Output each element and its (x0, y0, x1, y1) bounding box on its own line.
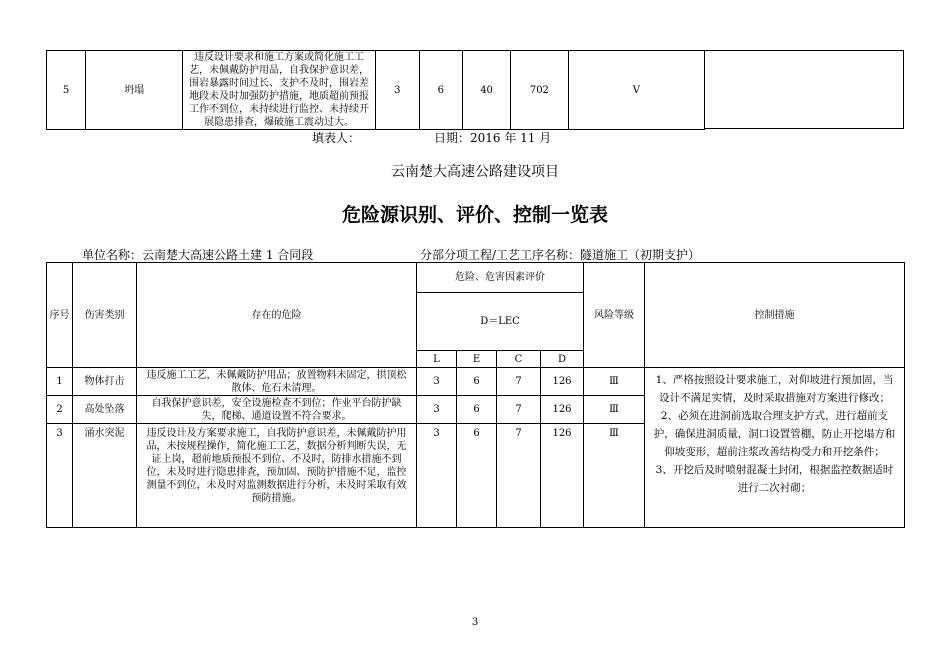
row-3-level: Ⅲ (584, 424, 645, 528)
row-2-D: 126 (541, 396, 584, 424)
row-3-L: 3 (417, 424, 457, 528)
prev-row-L: 3 (375, 51, 419, 130)
row-1-level: Ⅲ (584, 368, 645, 396)
prev-row-D: 702 (511, 51, 569, 130)
row-3-C: 7 (497, 424, 541, 528)
filler-label: 填表人： (312, 131, 361, 145)
page-number: 3 (471, 617, 479, 628)
prev-row-E: 6 (419, 51, 463, 130)
hazard-table (46, 262, 905, 528)
prev-table (46, 50, 705, 130)
row-3-E: 6 (457, 424, 497, 528)
header-formula: D＝LEC (417, 293, 584, 351)
prev-control-cell (704, 50, 904, 129)
row-1-hazard: 违反施工工艺，未佩戴防护用品；放置物料未固定，拱顶松散体、危石未清理。 (137, 368, 417, 396)
main-title: 危险源识别、评价、控制一览表 (341, 204, 608, 226)
header-D: D (541, 351, 584, 368)
header-C: C (497, 351, 541, 368)
header-control: 控制措施 (645, 263, 905, 368)
project-title: 云南楚大高速公路建设项目 (391, 164, 559, 180)
row-2-E: 6 (457, 396, 497, 424)
header-level: 风险等级 (584, 263, 645, 368)
row-2-C: 7 (497, 396, 541, 424)
row-2-level: Ⅲ (584, 396, 645, 424)
row-1-E: 6 (457, 368, 497, 396)
header-hazard: 存在的危险 (137, 263, 417, 368)
row-3-hazard: 违反设计及方案要求施工，自我防护意识差，未佩戴防护用品，未按规程操作，简化施工工艺，数据分析判断失误，无证上岗，超前地质预报不到位、不及时，防排水措施不到位，未及时进行隐患排查，预加固、预防护措施不足，监控测量不到位，未及时对监测数据进行分析，未及时采取有效预防措施。 (137, 424, 417, 528)
row-3-no: 3 (47, 424, 73, 528)
row-1-type: 物体打击 (73, 368, 137, 396)
row-2-type: 高处坠落 (73, 396, 137, 424)
row-1-no: 1 (47, 368, 73, 396)
prev-row-hazard: 违反设计要求和施工方案或简化施工工艺，未佩戴防护用品，自我保护意识差，围岩暴露时间过长、支护不及时，围岩差地段未及时加强防护措施，地质超前预报工作不到位，未持续进行监控、未持续开展隐患排查，爆破施工震动过大。 (183, 51, 376, 130)
control-measures-text: 1、严格按照设计要求施工，对仰坡进行预加固，当设计不满足实情，及时采取措施对方案进行修改； 2、必须在进洞前选取合理支护方式，进行超前支护，确保进洞质量，洞口设置管棚，防止开挖塌方和仰坡变形，超前注浆改善结构受力和开挖条件； 3、开挖后及时喷射混凝土封闭，根据监控数据适时进行二次衬砌； (653, 374, 896, 494)
header-L: L (417, 351, 457, 368)
row-1-D: 126 (541, 368, 584, 396)
row-1-L: 3 (417, 368, 457, 396)
prev-row-no: 5 (47, 51, 86, 130)
row-3-type: 涌水突泥 (73, 424, 137, 528)
prev-row-control (705, 51, 904, 129)
row-2-no: 2 (47, 396, 73, 424)
sub-project-name: 分部分项工程/工艺工序名称：隧道施工（初期支护） (420, 248, 701, 262)
prev-row-type: 坍塌 (86, 51, 183, 130)
prev-row-C: 40 (463, 51, 511, 130)
row-2-L: 3 (417, 396, 457, 424)
row-1-C: 7 (497, 368, 541, 396)
control-measures (645, 368, 905, 528)
row-2-hazard: 自我保护意识差，安全设施检查不到位；作业平台防护缺失，爬梯、通道设置不符合要求。 (137, 396, 417, 424)
row-3-D: 126 (541, 424, 584, 528)
header-eval: 危险、危害因素评价 (417, 263, 584, 293)
header-no: 序号 (47, 263, 73, 368)
header-type: 伤害类别 (73, 263, 137, 368)
fill-date: 日期：2016 年 11 月 (434, 131, 552, 145)
prev-row-level: Ⅴ (568, 51, 704, 130)
header-E: E (457, 351, 497, 368)
unit-name: 单位名称：云南楚大高速公路土建 1 合同段 (82, 248, 314, 262)
